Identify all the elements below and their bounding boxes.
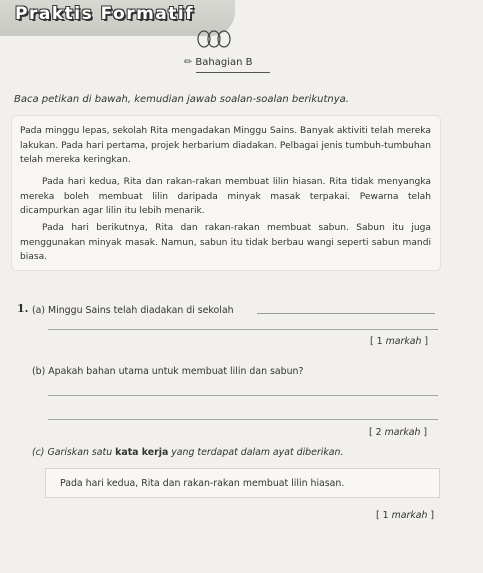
passage-paragraph-2: Pada hari kedua, Rita dan rakan-rakan membuat lilin hiasan. Rita tidak menyangka mereka boleh membuat lilin daripada minyak masak terpakai. Pewarna telah dicampurkan agar lilin itu lebih menarik. xyxy=(20,177,431,217)
page-title: Praktis Formatif xyxy=(15,4,195,24)
marks-b: [ 2 markah ] xyxy=(369,427,428,438)
coil-decoration-icon xyxy=(196,27,232,49)
question-number: 1. xyxy=(17,302,29,315)
answer-blank-a-inline[interactable] xyxy=(257,313,435,314)
section-underline xyxy=(196,72,270,73)
bleed-through-text xyxy=(240,6,470,86)
question-c-text: (c) Gariskan satu kata kerja yang terdapat dalam ayat diberikan. xyxy=(32,447,344,458)
passage-paragraph-3: Pada hari berikutnya, Rita dan rakan-rakan membuat sabun. Sabun itu juga menggunakan minyak masak. Namun, sabun itu tidak berbau wangi seperti sabun mandi biasa. xyxy=(20,223,431,263)
sentence-box[interactable] xyxy=(45,468,440,498)
pencil-arrow-icon: ✏ xyxy=(184,57,193,68)
marks-a: [ 1 markah ] xyxy=(370,336,429,347)
question-b-text: (b) Apakah bahan utama untuk membuat lilin dan sabun? xyxy=(32,366,304,377)
sentence-text[interactable]: Pada hari kedua, Rita dan rakan-rakan membuat lilin hiasan. xyxy=(60,478,345,489)
marks-c: [ 1 markah ] xyxy=(376,510,435,521)
passage-paragraph-1: Pada minggu lepas, sekolah Rita mengadakan Minggu Sains. Banyak aktiviti telah mereka lakukan. Pada hari pertama, projek herbarium diadakan. Pelbagai jenis tumbuh-tumbuhan telah mereka keringkan. xyxy=(20,126,431,166)
answer-line-b-1[interactable] xyxy=(48,395,438,396)
section-heading xyxy=(184,57,252,68)
instruction-text: Baca petikan di bawah, kemudian jawab soalan-soalan berikutnya. xyxy=(14,94,349,105)
answer-line-a[interactable] xyxy=(48,329,438,330)
question-a-text: (a) Minggu Sains telah diadakan di sekolah xyxy=(32,305,234,316)
section-label: Bahagian B xyxy=(195,57,253,68)
reading-passage xyxy=(12,116,440,270)
answer-line-b-2[interactable] xyxy=(48,419,438,420)
